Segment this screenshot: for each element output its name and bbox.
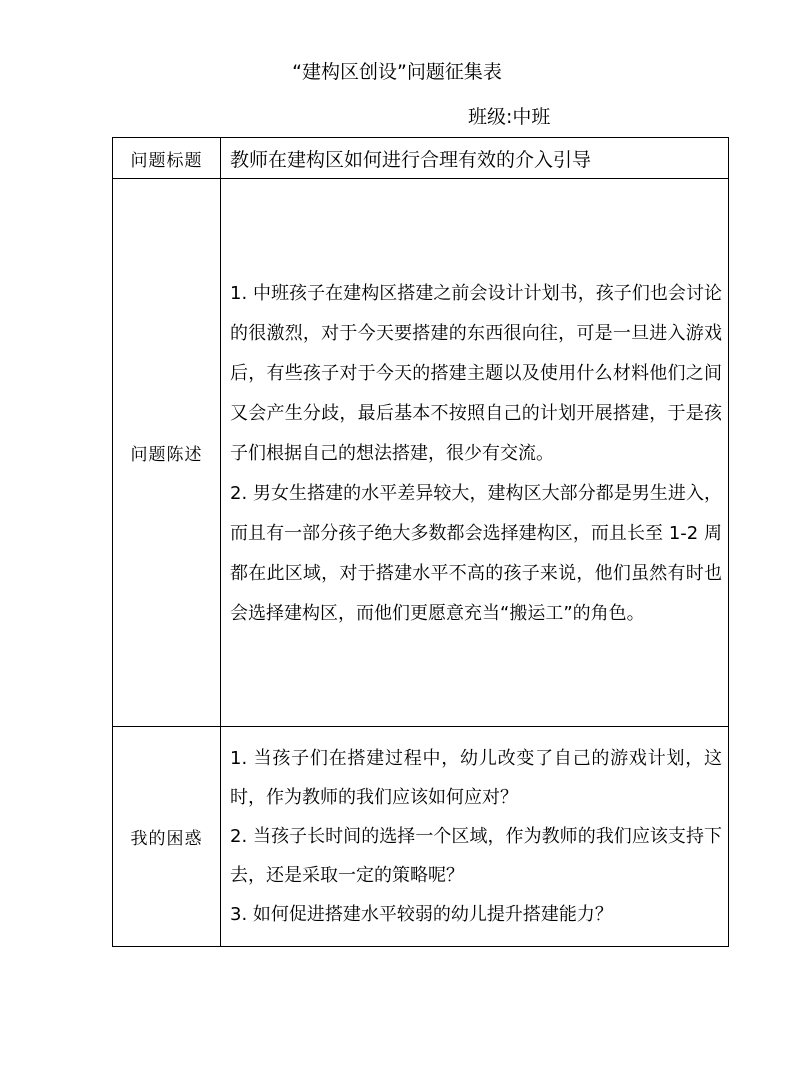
question-form-table bbox=[112, 137, 729, 947]
document-title: “建构区创设”问题征集表 bbox=[292, 61, 502, 83]
puzzle-paragraph-3: 3. 如何促进搭建水平较弱的幼儿提升搭建能力？ bbox=[230, 904, 613, 925]
table-row-my-puzzle bbox=[113, 727, 729, 947]
question-title-label: 问题标题 bbox=[113, 138, 221, 179]
table-row-question-statement bbox=[113, 179, 729, 727]
question-statement-label: 问题陈述 bbox=[113, 179, 221, 727]
my-puzzle-content bbox=[221, 727, 729, 947]
puzzle-paragraph-1: 1. 当孩子们在搭建过程中，幼儿改变了自己的游戏计划，这时，作为教师的我们应该如何应对？ bbox=[230, 748, 722, 808]
table-row-question-title bbox=[113, 138, 729, 179]
class-label: 班级:中班 bbox=[468, 106, 551, 128]
statement-paragraph-1: 1. 中班孩子在建构区搭建之前会设计计划书，孩子们也会讨论的很激烈，对于今天要搭建的东西很向往，可是一旦进入游戏后，有些孩子对于今天的搭建主题以及使用什么材料他们之间又会产生分歧，最后基本不按照自己的计划开展搭建，于是孩子们根据自己的想法搭建，很少有交流。 bbox=[230, 282, 722, 464]
puzzle-paragraph-2: 2. 当孩子长时间的选择一个区域，作为教师的我们应该支持下去，还是采取一定的策略呢？ bbox=[230, 826, 722, 886]
statement-paragraph-2: 2. 男女生搭建的水平差异较大，建构区大部分都是男生进入，而且有一部分孩子绝大多数都会选择建构区，而且长至 1-2 周都在此区域，对于搭建水平不高的孩子来说，他们虽然有时也会选择建构区，而他们更愿意充当“搬运工”的角色。 bbox=[230, 482, 722, 624]
question-statement-content bbox=[221, 179, 729, 727]
my-puzzle-label: 我的困惑 bbox=[113, 727, 221, 947]
question-title-content: 教师在建构区如何进行合理有效的介入引导 bbox=[221, 138, 729, 179]
